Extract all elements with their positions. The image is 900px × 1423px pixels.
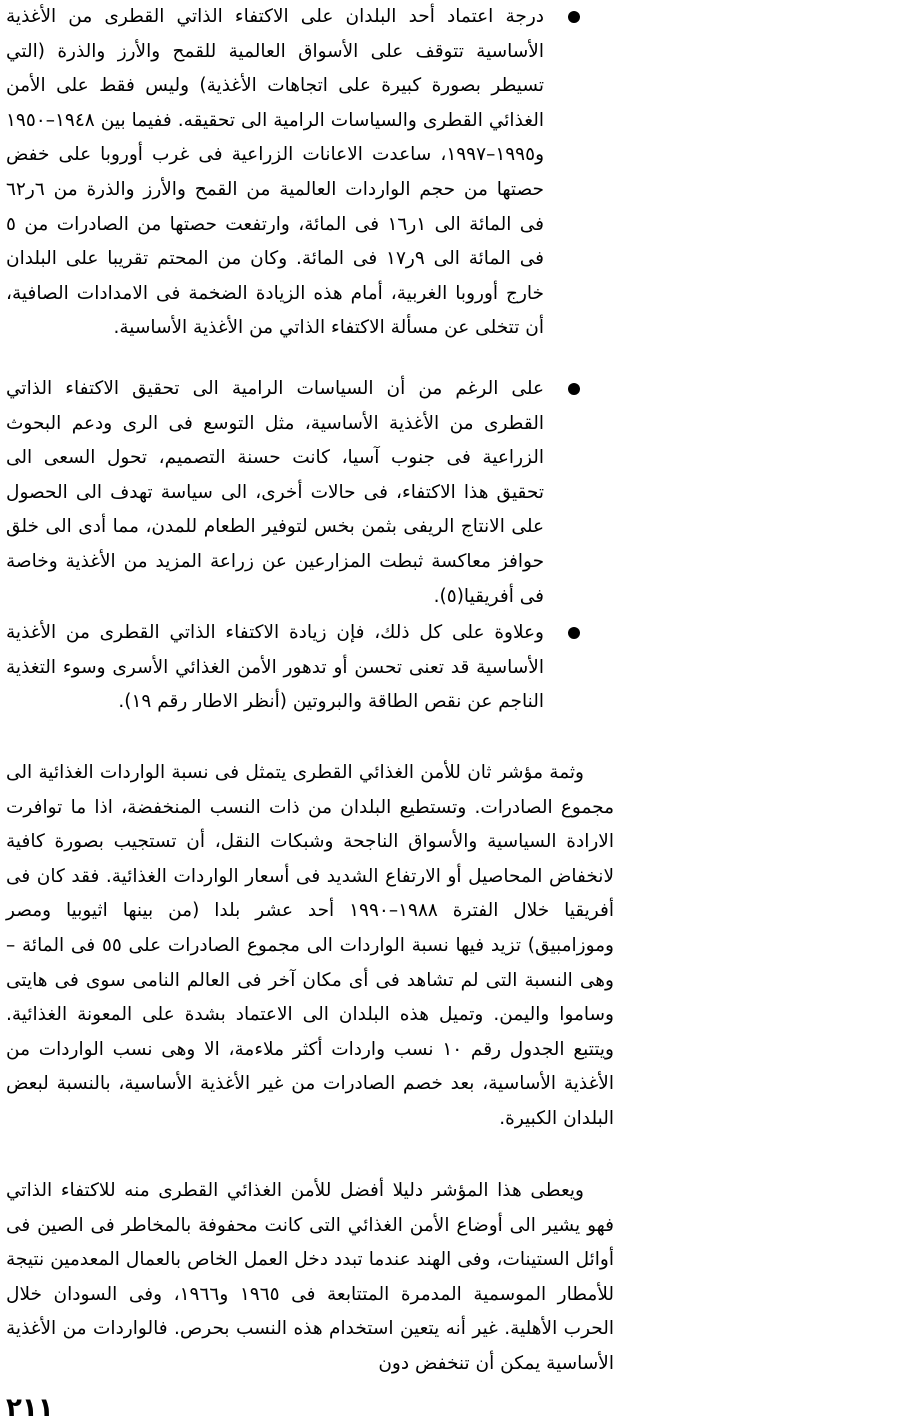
bullet-text: وعلاوة على كل ذلك، فإن زيادة الاكتفاء الذاتي القطرى من الأغذية الأساسية قد تعنى تحسن أو تدهور الأمن الغذائي الأسرى وسوء التغذية الناجم عن نقص الطاقة والبروتين (أنظر الاطار رقم ١٩). — [6, 622, 544, 713]
bullet-item-import-dependence — [6, 0, 614, 372]
paragraph-second-indicator: وثمة مؤشر ثان للأمن الغذائي القطرى يتمثل فى نسبة الواردات الغذائية الى مجموع الصادرات. وتستطيع البلدان من ذات النسب المنخفضة، اذا ما توافرت الارادة السياسية والأسواق الناجحة وشبكات النقل، أن تستجيب بصورة كافية لانخفاض المحاصيل أو الارتفاع الشديد فى أسعار الواردات الغذائية. فقد كان فى أفريقيا خلال الفترة ١٩٨٨–١٩٩٠ أحد عشر بلدا (من بينها اثيوبيا ومصر وموزامبيق) تزيد فيها نسبة الواردات الى مجموع الصادرات على ٥٥ فى المائة – وهى النسبة التى لم تشاهد فى أى مكان آخر فى العالم النامى سوى فى هايتى وساموا واليمن. وتميل هذه البلدان الى الاعتماد بشدة على المعونة الغذائية. ويتتبع الجدول رقم ١٠ نسب واردات أكثر ملاءمة، الا وهى نسب الواردات من الأغذية الأساسية، بعد خصم الصادرات من غير الأغذية الأساسية، بالنسبة لبعض البلدان الكبيرة. — [6, 762, 614, 1129]
bullet-dot-icon — [568, 11, 580, 23]
bullet-item-self-sufficiency-policies — [6, 372, 614, 616]
bullet-list — [6, 0, 614, 756]
bullet-text: درجة اعتماد أحد البلدان على الاكتفاء الذاتي القطرى من الأغذية الأساسية تتوقف على الأسواق العالمية للقمح والأرز والذرة (التي تسيطر بصورة كبيرة على اتجاهات الأغذية) وليس فقط على الأمن الغذائي القطرى والسياسات الرامية الى تحقيقه. ففيما بين ١٩٤٨–١٩٥٠ و١٩٩٥–١٩٩٧، ساعدت الاعانات الزراعية فى غرب أوروبا على خفض حصتها من حجم الواردات العالمية من القمح والأرز والذرة من ٦ر٦٢ فى المائة الى ١ر١٦ فى المائة، وارتفعت حصتها من الصادرات من ٥ فى المائة الى ٩ر١٧ فى المائة. وكان من المحتم تقريبا على البلدان خارج أوروبا الغربية، أمام هذه الزيادة الضخمة فى الامدادات الصافية، أن تتخلى عن مسألة الاكتفاء الذاتي من الأغذية الأساسية. — [6, 6, 545, 339]
bullet-dot-icon — [568, 383, 580, 395]
bullet-item-household-food-security — [6, 616, 614, 756]
bullet-dot-icon — [568, 627, 580, 639]
bullet-text: على الرغم من أن السياسات الرامية الى تحقيق الاكتفاء الذاتي القطرى من الأغذية الأساسية، مثل التوسع فى الرى ودعم البحوث الزراعية فى جنوب آسيا، كانت حسنة التصميم، تحول السعى الى تحقيق هذا الاكتفاء، فى حالات أخرى، الى سياسة تهدف الى الحصول على الانتاج الريفى بثمن بخس لتوفير الطعام للمدن، مما أدى الى خلق حوافز معاكسة ثبطت المزارعين عن زراعة المزيد من الأغذية وخاصة فى أفريقيا(٥). — [6, 378, 544, 607]
paragraph-indicator-evidence: ويعطى هذا المؤشر دليلا أفضل للأمن الغذائي القطرى منه للاكتفاء الذاتي فهو يشير الى أوضاع الأمن الغذائي التى كانت محفوفة بالمخاطر فى الصين فى أوائل الستينات، وفى الهند عندما تبدد دخل العمل الخاص بالعمال المعدمين نتيجة للأمطار الموسمية المدمرة المتتابعة فى ١٩٦٥ و١٩٦٦، وفى السودان خلال الحرب الأهلية. غير أنه يتعين استخدام هذه النسب بحرص. فالواردات من الأغذية الأساسية يمكن أن تنخفض دون — [6, 1180, 614, 1374]
page-number: ٢١١ — [6, 1393, 54, 1423]
text-column — [6, 0, 614, 1380]
